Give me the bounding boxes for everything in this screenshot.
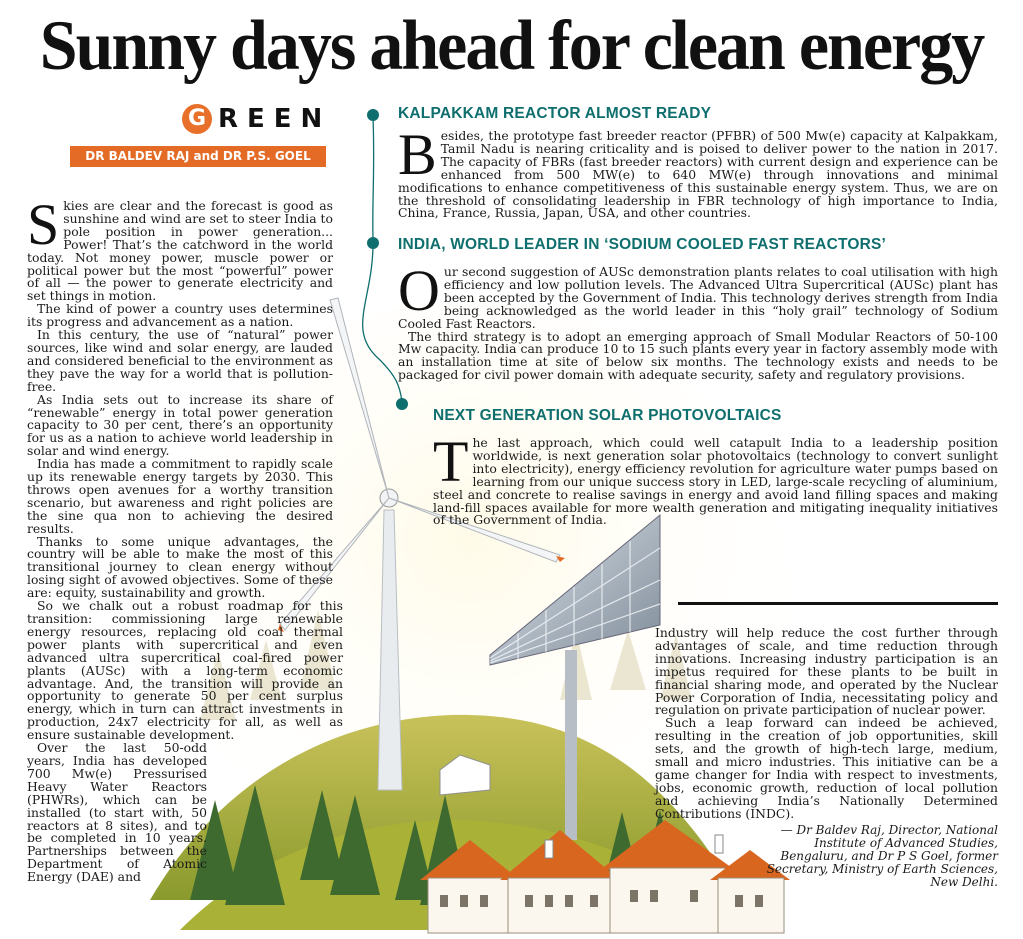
byline: DR BALDEV RAJ and DR P.S. GOEL bbox=[70, 146, 326, 167]
timeline-dot-1 bbox=[367, 109, 379, 121]
section-heading-1: KALPAKKAM REACTOR ALMOST READY bbox=[398, 105, 712, 122]
right-bottom-column bbox=[655, 627, 998, 821]
paragraph: Such a leap forward can indeed be achieved, resulting in the creation of job opportunities, skill sets, and the growth of high-tech large, medium, small and micro industries. This initiative can be a game changer for India with respect to investments, jobs, economic growth, reduction of local pollution and achieving India’s Nationally Determined Contributions (INDC). bbox=[655, 715, 998, 821]
paragraph: ur second suggestion of AUSc demonstration plants relates to coal utilisation with high efficiency and low pollution levels. The Advanced Ultra Supercritical (AUSc) plant has been accepted by the Government of India. This technology derives strength from India being acknowledged as the world leader in this “holy grail” technology of Sodium Cooled Fast Reactors. bbox=[398, 264, 998, 331]
paragraph: Thanks to some unique advantages, the country will be able to make the most of this transitional journey to clean energy without losing sight of avowed objectives. Some of these are: equity, sustainability and growth. bbox=[27, 533, 333, 601]
paragraph: The third strategy is to adopt an emerging approach of Small Modular Reactors of 50-100 Mw capacity. India can produce 10 to 15 such plants every year in factory assembly mode with an installation time at site of below six months. The technology exists and needs to be packaged for civil power domain with adequate security, safety and regulatory provisions. bbox=[398, 328, 998, 383]
paragraph: he last approach, which could well catapult India to a leadership position worldwide, is next generation solar photovoltaics (technology to convert sunlight into electricity), energy efficiency revolution for agriculture water pumps based on learning from our unique success story in LED, large-scale recycling of aluminium, steel and concrete to realise savings in energy and avoid land filling spaces and making land-fill spaces available for more wealth generation and mitigating inequality initiatives of the Government of India. bbox=[433, 435, 998, 528]
section-heading-3: NEXT GENERATION SOLAR PHOTOVOLTAICS bbox=[433, 407, 782, 424]
dropcap: B bbox=[398, 122, 437, 187]
dropcap: T bbox=[433, 429, 469, 494]
dropcap: O bbox=[398, 258, 440, 323]
left-column bbox=[27, 192, 343, 885]
paragraph: The kind of power a country uses determines its progress and advancement as a nation. bbox=[27, 301, 333, 330]
logo-rest: REEN bbox=[218, 104, 332, 134]
paragraph: esides, the prototype fast breeder reactor (PFBR) of 500 Mw(e) capacity at Kalpakkam, Tamil Nadu is nearing criticality and is poised to deliver power to the nation in 2017. The capacity of FBRs (fast breeder reactors) with current design and experience can be enhanced from 500 MW(e) to 640 MW(e) through innovations and minimal modifications to enhance competitiveness of this sustainable energy system. Thus, we are on the threshold of consolidating leadership in FBR technology of high importance to India, China, France, Russia, Japan, USA, and other countries. bbox=[398, 128, 998, 221]
headline: Sunny days ahead for clean energy bbox=[39, 5, 984, 85]
paragraph: So we chalk out a robust roadmap for this transition: commissioning large renewable energy resources, replacing old coal thermal power plants with supercritical and even advanced ultra supercritical coal-fired power plants (AUSc) with a long-term economic advantage. And, the transition will provide an opportunity to generate 50 per cent surplus energy, which in turn can attract investments in production, 24x7 electricity for all, as well as ensure sustainable development. bbox=[27, 598, 343, 743]
section-body-3 bbox=[433, 429, 998, 528]
author-signoff: — Dr Baldev Raj, Director, National Institute of Advanced Studies, Bengaluru, and Dr P S Goel, former Secretary, Ministry of Earth Sciences, New Delhi. bbox=[766, 823, 998, 889]
dropcap: S bbox=[27, 192, 60, 257]
divider-rule bbox=[678, 602, 998, 605]
column-logo bbox=[182, 104, 331, 134]
paragraph: India has made a commitment to rapidly scale up its renewable energy targets by 2030. This throws open avenues for a worthy transition scenario, but awareness and right policies are the sine qua non to achieving the desired results. bbox=[27, 456, 333, 536]
section-body-1 bbox=[398, 122, 998, 221]
paragraph: Over the last 50-odd years, India has developed 700 Mw(e) Pressurised Heavy Water Reactors (PHWRs), which can be installed (to start with, 50 reactors at 8 sites), and to be completed in 10 years. Partnerships between the Department of Atomic Energy (DAE) and bbox=[27, 740, 207, 885]
logo-initial: G bbox=[182, 104, 212, 134]
paragraph: kies are clear and the forecast is good as sunshine and wind are set to steer India to pole position in power generation... Power! That’s the catchword in the world today. Not money power, muscle power or political power but the most “powerful” power of all — the power to generate electricity and set things in motion. bbox=[27, 198, 333, 304]
paragraph: Industry will help reduce the cost further through advantages of scale, and time reduction through innovations. Increasing industry participation is an impetus required for these plants to be built in financial sharing mode, and operated by the Nuclear Power Corporation of India, necessitating policy and regulation on private participation of nuclear power. bbox=[655, 625, 998, 718]
section-heading-2: INDIA, WORLD LEADER IN ‘SODIUM COOLED FAST REACTORS’ bbox=[398, 236, 887, 253]
paragraph: In this century, the use of “natural” power sources, like wind and solar energy, are lauded and considered beneficial to the environment as they pave the way for a world that is pollution-free. bbox=[27, 327, 333, 394]
timeline-dot-2 bbox=[367, 237, 379, 249]
paragraph: As India sets out to increase its share of “renewable” energy in total power generation capacity to 30 per cent, there’s an opportunity for us as a nation to achieve world leadership in solar and wind energy. bbox=[27, 391, 333, 459]
section-body-2 bbox=[398, 258, 998, 383]
timeline-dot-3 bbox=[396, 398, 408, 410]
